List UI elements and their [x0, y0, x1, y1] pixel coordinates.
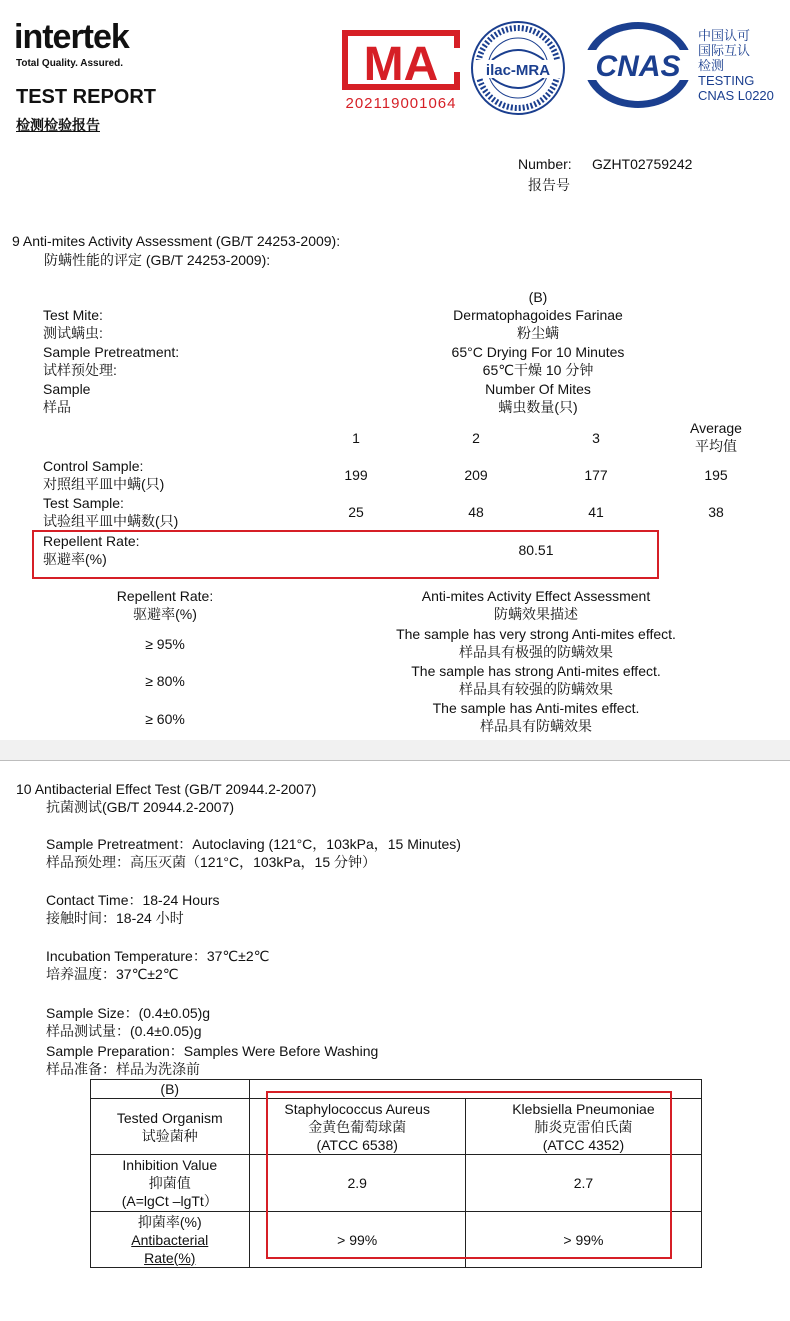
- s10-pretreatment: Sample Pretreatment：Autoclaving (121°C，103kPa，15 Minutes): [46, 836, 461, 852]
- report-title: TEST REPORT: [16, 86, 157, 108]
- pretreatment-label-cn: 试样预处理:: [43, 362, 117, 378]
- assess-head-rate: Repellent Rate:: [116, 588, 214, 604]
- table-b-label: (B): [91, 1080, 250, 1099]
- col-header-3: 3: [592, 430, 600, 446]
- contact-time-cn: 接触时间：18-24 小时: [46, 910, 184, 926]
- column-label-b: (B): [528, 289, 548, 305]
- sample-label: Sample: [43, 381, 91, 397]
- contact-time: Contact Time：18-24 Hours: [46, 892, 220, 908]
- assess-desc-60: The sample has Anti-mites effect.: [432, 700, 640, 716]
- organism-staphylococcus: Staphylococcus Aureus 金黄色葡萄球菌 (ATCC 6538): [249, 1099, 465, 1155]
- repellent-rate-label: Repellent Rate:: [43, 533, 140, 549]
- mites-label: Number Of Mites: [485, 381, 591, 397]
- col-header-average: Average: [690, 420, 742, 436]
- test-value-3: 41: [588, 504, 604, 520]
- assess-head-rate-cn: 驱避率(%): [133, 606, 197, 622]
- pretreatment-value-cn: 65℃干燥 10 分钟: [482, 362, 594, 378]
- test-mite-value: Dermatophagoides Farinae: [453, 307, 623, 323]
- col-header-average-cn: 平均值: [695, 438, 737, 454]
- svg-text:MA: MA: [363, 38, 439, 91]
- s10-pretreatment-cn: 样品预处理：高压灭菌（121°C，103kPa，15 分钟）: [46, 854, 377, 870]
- number-label: Number:: [518, 156, 572, 172]
- svg-text:ilac-MRA: ilac-MRA: [485, 62, 551, 79]
- test-value-1: 25: [348, 504, 364, 520]
- cnas-caption: 中国认可 国际互认 检测 TESTING CNAS L0220: [698, 28, 774, 103]
- col-header-2: 2: [472, 430, 480, 446]
- test-sample-label-cn: 试验组平皿中螨数(只): [43, 513, 179, 529]
- inhibition-value-staphylococcus: 2.9: [249, 1155, 465, 1212]
- control-value-2: 209: [464, 467, 488, 483]
- cnas-logo: [582, 20, 694, 110]
- intertek-logo: intertek: [14, 18, 129, 56]
- sample-preparation-cn: 样品准备：样品为洗涤前: [46, 1061, 200, 1077]
- repellent-rate-value: 80.51: [518, 542, 554, 558]
- inhibition-value-header: Inhibition Value 抑菌值 (A=lgCt –lgTt）: [91, 1155, 250, 1212]
- control-value-3: 177: [584, 467, 608, 483]
- brand-tagline: Total Quality. Assured.: [16, 58, 124, 69]
- assess-desc-60-cn: 样品具有防螨效果: [480, 718, 592, 734]
- test-mite-value-cn: 粉尘螨: [517, 325, 559, 341]
- ilac-mra-logo: [470, 20, 566, 116]
- sample-preparation: Sample Preparation：Samples Were Before Washing: [46, 1043, 379, 1059]
- antibacterial-rate-klebsiella: > 99%: [465, 1212, 701, 1268]
- number-label-cn: 报告号: [528, 177, 570, 193]
- antibacterial-rate-staphylococcus: > 99%: [249, 1212, 465, 1268]
- control-value-average: 195: [704, 467, 728, 483]
- section10-title: 10 Antibacterial Effect Test (GB/T 20944.2-2007): [16, 781, 317, 797]
- organism-klebsiella: Klebsiella Pneumoniae 肺炎克雷伯氏菌 (ATCC 4352): [465, 1099, 701, 1155]
- pretreatment-label: Sample Pretreatment:: [43, 344, 180, 360]
- section9-title: 9 Anti-mites Activity Assessment (GB/T 24253-2009):: [12, 233, 341, 249]
- test-mite-label: Test Mite:: [43, 307, 103, 323]
- mites-label-cn: 螨虫数量(只): [498, 399, 578, 415]
- assess-desc-95-cn: 样品具有极强的防螨效果: [459, 644, 613, 660]
- pretreatment-value: 65°C Drying For 10 Minutes: [451, 344, 625, 360]
- section9-title-cn: 防螨性能的评定 (GB/T 24253-2009):: [44, 252, 271, 268]
- assess-desc-95: The sample has very strong Anti-mites effect.: [396, 626, 676, 642]
- control-value-1: 199: [344, 467, 368, 483]
- inhibition-value-klebsiella: 2.7: [465, 1155, 701, 1212]
- report-title-cn: 检测检验报告: [16, 117, 100, 133]
- test-value-average: 38: [708, 504, 724, 520]
- page-separator: [0, 740, 790, 761]
- assess-rate-80: ≥ 80%: [145, 673, 185, 689]
- assess-desc-80-cn: 样品具有较强的防螨效果: [459, 681, 613, 697]
- assess-head-desc-cn: 防螨效果描述: [494, 606, 578, 622]
- cma-code: 202119001064: [345, 95, 457, 112]
- cma-logo: [336, 22, 466, 114]
- svg-text:CNAS: CNAS: [595, 50, 681, 83]
- assess-rate-95: ≥ 95%: [145, 636, 185, 652]
- control-sample-label: Control Sample:: [43, 458, 144, 474]
- assess-rate-60: ≥ 60%: [145, 711, 185, 727]
- test-sample-label: Test Sample:: [43, 495, 124, 511]
- col-header-1: 1: [352, 430, 360, 446]
- antibacterial-rate-header: 抑菌率(%) Antibacterial Rate(%): [91, 1212, 250, 1268]
- sample-label-cn: 样品: [43, 399, 71, 415]
- control-sample-label-cn: 对照组平皿中螨(只): [43, 476, 165, 492]
- sample-size-cn: 样品测试量：(0.4±0.05)g: [46, 1023, 202, 1039]
- results-highlight: [266, 1091, 672, 1259]
- incubation-temperature-cn: 培养温度：37℃±2℃: [46, 966, 179, 982]
- assess-desc-80: The sample has strong Anti-mites effect.: [411, 663, 661, 679]
- assess-head-desc: Anti-mites Activity Effect Assessment: [421, 588, 651, 604]
- sample-size: Sample Size：(0.4±0.05)g: [46, 1005, 211, 1021]
- repellent-rate-label-cn: 驱避率(%): [43, 551, 107, 567]
- test-value-2: 48: [468, 504, 484, 520]
- incubation-temperature: Incubation Temperature：37℃±2℃: [46, 948, 270, 964]
- tested-organism-header: Tested Organism 试验菌种: [91, 1099, 250, 1155]
- section10-title-cn: 抗菌测试(GB/T 20944.2-2007): [46, 799, 235, 815]
- test-mite-label-cn: 测试螨虫:: [43, 325, 103, 341]
- report-number: GZHT02759242: [592, 156, 693, 172]
